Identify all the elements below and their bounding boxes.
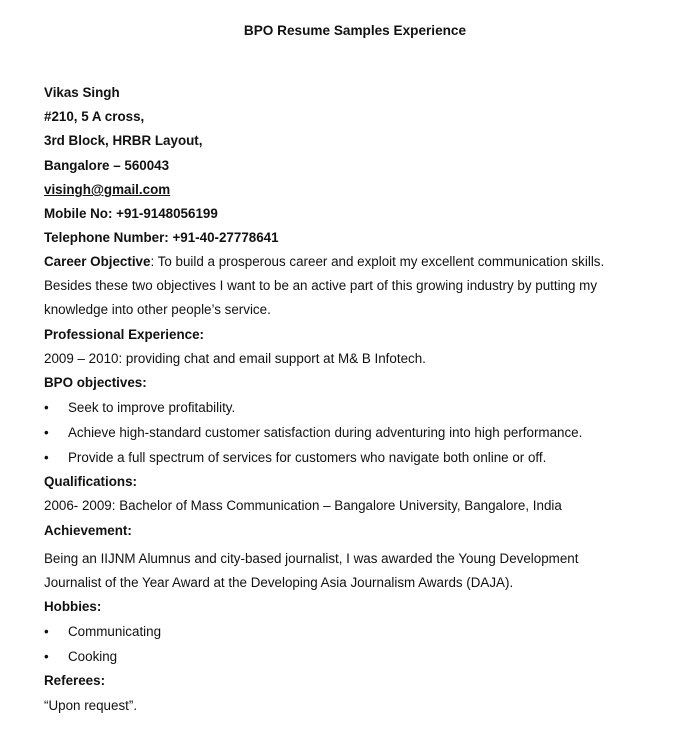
career-objective-line-3: knowledge into other people’s service. [44, 302, 271, 317]
hobby-item: • Communicating [44, 624, 162, 639]
bpo-objective-item: • Provide a full spectrum of services for customers who navigate both online or off. [44, 450, 547, 465]
contact-mobile: Mobile No: +91-9148056199 [44, 206, 218, 221]
bpo-objectives-heading: BPO objectives: [44, 375, 147, 390]
contact-address-line-1: #210, 5 A cross, [44, 109, 145, 124]
experience-text: 2009 – 2010: providing chat and email support at M& B Infotech. [44, 351, 426, 366]
bullet-icon: • [44, 450, 49, 465]
referees-text: “Upon request”. [44, 698, 138, 713]
referees-heading: Referees: [44, 673, 106, 688]
bullet-icon: • [44, 649, 49, 664]
contact-address-line-2: 3rd Block, HRBR Layout, [44, 133, 203, 148]
career-objective-line-2: Besides these two objectives I want to be an active part of this growing industry by putting my [44, 278, 598, 293]
achievement-line-2: Journalist of the Year Award at the Developing Asia Journalism Awards (DAJA). [44, 575, 514, 590]
contact-name: Vikas Singh [44, 85, 120, 100]
bullet-icon: • [44, 400, 49, 415]
hobbies-heading: Hobbies: [44, 599, 102, 614]
contact-email-link[interactable]: visingh@gmail.com [44, 182, 171, 197]
hobby-item: • Cooking [44, 649, 118, 664]
contact-city: Bangalore – 560043 [44, 158, 170, 173]
document-title: BPO Resume Samples Experience [243, 23, 467, 38]
bpo-objective-item: • Seek to improve profitability. [44, 400, 236, 415]
bullet-icon: • [44, 624, 49, 639]
career-objective-text: : To build a prosperous career and exploit my excellent communication skills. [150, 254, 605, 269]
experience-heading: Professional Experience: [44, 327, 205, 342]
career-objective-line-1 [44, 253, 604, 271]
contact-telephone: Telephone Number: +91-40-27778641 [44, 230, 279, 245]
qualifications-heading: Qualifications: [44, 474, 138, 489]
bullet-icon: • [44, 425, 49, 440]
achievement-line-1: Being an IIJNM Alumnus and city-based journalist, I was awarded the Young Development [44, 551, 579, 566]
bpo-objective-item: • Achieve high-standard customer satisfaction during adventuring into high performance. [44, 425, 583, 440]
qualifications-text: 2006- 2009: Bachelor of Mass Communication – Bangalore University, Bangalore, India [44, 498, 562, 513]
career-objective-label: Career Objective [44, 254, 151, 269]
achievement-heading: Achievement: [44, 523, 132, 538]
